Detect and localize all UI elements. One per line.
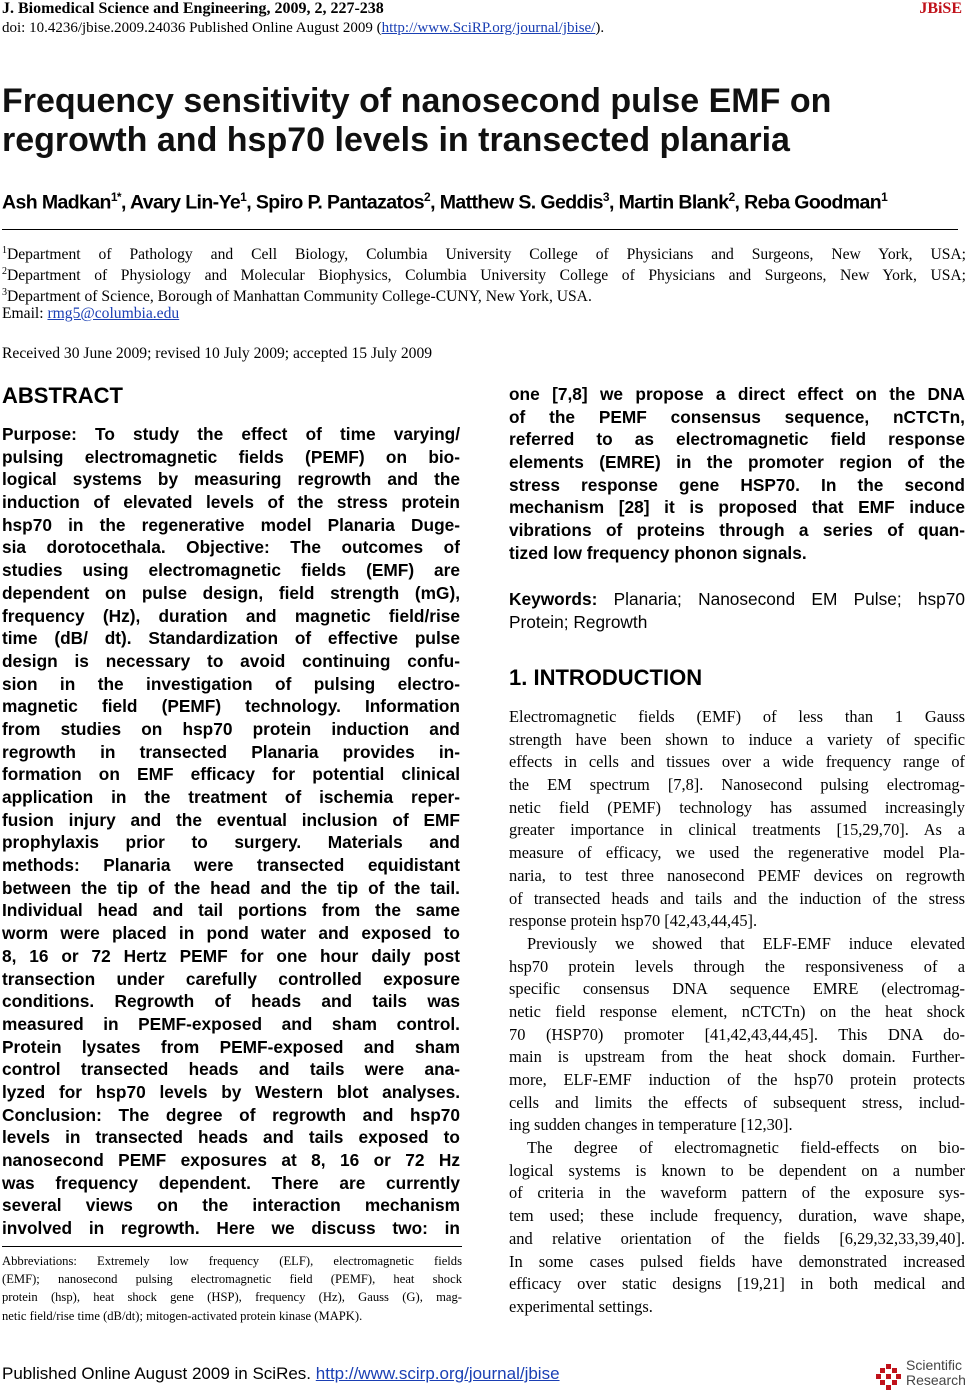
text-line: protein (hsp), heat shock gene (HSP), frequency (Hz), Gauss (G), mag- [2, 1290, 462, 1305]
text-line: netic field response element, nCTCTn) on the heat shock [509, 1001, 965, 1021]
text-line: time (dB/ dt). Standardization of effective pulse [2, 628, 460, 649]
header-divider [2, 229, 958, 230]
footnote-divider [2, 1246, 462, 1247]
text-line: Abbreviations: Extremely low frequency (ELF), electromagnetic fields [2, 1254, 462, 1268]
text-line: Protein lysates from PEMF-exposed and sham [2, 1036, 460, 1057]
author-name: Reba Goodman [744, 191, 882, 214]
doi-suffix: ). [595, 20, 605, 36]
text-line: design is necessary to avoid continuing confu- [2, 650, 460, 671]
footer [2, 1364, 560, 1384]
text-line: transection under carefully controlled exposure [2, 968, 460, 989]
text-line: experimental settings. [509, 1296, 653, 1316]
author-affiliation-mark: 2 [728, 190, 735, 204]
keywords-line-1: Keywords: Planaria; Nanosecond EM Pulse; hsp70 [509, 589, 965, 609]
logo-mark-icon [876, 1364, 902, 1390]
text-line: specific consensus DNA sequence EMRE (electromag- [509, 979, 965, 999]
text-line: ing sudden changes in temperature [12,30]. [509, 1115, 793, 1135]
text-line: of transected heads and tails and the induction of the stress [509, 888, 965, 908]
text-line: stress response gene HSP70. In the second [509, 474, 965, 495]
logo-text: Scientific Research [906, 1357, 966, 1388]
keywords-line-2: Protein; Regrowth [509, 611, 648, 632]
text-line: Previously we showed that ELF-EMF induce elevated [527, 933, 965, 953]
text-line: dependent on pulse design, field strength (mG), [2, 582, 460, 603]
text-line: hsp70 in the regenerative model Planaria Duge- [2, 514, 460, 535]
text-line: several views on the interaction mechanism [2, 1195, 460, 1216]
author-affiliation-mark: 1 [881, 190, 888, 204]
introduction-body [509, 706, 965, 1319]
text-line: levels in transected heads and tails exposed to [2, 1127, 460, 1148]
text-line: netic field (PEMF) technology has assumed increasingly [509, 797, 965, 817]
received-dates: Received 30 June 2009; revised 10 July 2009; accepted 15 July 2009 [2, 345, 433, 362]
text-line: more, ELF-EMF induction of the hsp70 protein protects [509, 1070, 965, 1089]
text-line: strength have been shown to induce a variety of specific [509, 729, 965, 749]
keywords-label: Keywords: [509, 589, 598, 609]
text-line: (EMF); nanosecond pulsing electromagnetic field (PEMF), heat shock [2, 1272, 462, 1287]
text-line: the EM spectrum [7,8]. Nanosecond pulsing electromag- [509, 775, 965, 795]
email-link[interactable]: rmg5@columbia.edu [47, 305, 180, 322]
text-line: sia dorotocethala. Objective: The outcomes of [2, 537, 460, 558]
text-line: of the PEMF consensus sequence, nCTCTn, [509, 406, 965, 427]
introduction-paragraph [509, 1137, 965, 1319]
doi-line [2, 20, 604, 37]
text-line: elements (EMRE) in the promoter region of the [509, 452, 965, 473]
text-line: lyzed for hsp70 levels by Western blot analyses. [2, 1081, 460, 1102]
author-name: Martin Blank [618, 191, 729, 214]
text-line: conditions. Regrowth of heads and tails was [2, 991, 460, 1012]
text-line: and relative orientation of the fields [6,29,32,33,39,40]. [509, 1228, 965, 1248]
email-label: Email: [2, 305, 48, 322]
keywords [509, 588, 965, 633]
text-line: main is upstream from the heat shock domain. Further- [509, 1047, 965, 1067]
text-line: methods: Planaria were transected equidistant [2, 855, 460, 876]
author-affiliation-mark: 1* [110, 190, 122, 204]
text-line: greater importance in clinical treatments [15,29,70]. As a [509, 820, 965, 840]
text-line: studies using electromagnetic fields (EMF) are [2, 560, 460, 581]
affiliation-2: $^2$Department of Physiology and Molecular Biophysics, Columbia University College of Physicians and Surgeons, New York, USA; [2, 266, 966, 285]
text-line: between the tip of the head and the tip of the tail. [2, 877, 460, 898]
text-line: Purpose: To study the effect of time varying/ [2, 424, 460, 444]
text-line: referred to as electromagnetic field response [509, 429, 965, 450]
author-affiliation-mark: 1 [240, 190, 247, 204]
text-line: efficacy over static designs [19,21] in both medical and [509, 1274, 965, 1294]
text-line: mechanism [28] it is proposed that EMF induce [509, 497, 965, 518]
text-line: 70 (HSP70) promoter [41,42,43,44,45]. This DNA do- [509, 1024, 965, 1044]
footer-link[interactable]: http://www.scirp.org/journal/jbise [315, 1364, 560, 1383]
journal-badge: JBiSE [919, 0, 962, 17]
abstract-body [2, 423, 460, 1240]
paper-title: Frequency sensitivity of nanosecond pulse EMF on regrowth and hsp70 levels in transected planaria [2, 82, 832, 159]
text-line: naria, to test three nanosecond PEMF devices on regrowth [509, 865, 965, 885]
introduction-paragraph [509, 706, 965, 933]
author-affiliation-mark: 3 [602, 190, 609, 204]
text-line: nanosecond PEMF exposures at 8, 16 or 72 Hz [2, 1150, 460, 1170]
text-line: measure of efficacy, we used the regenerative model Pla- [509, 843, 965, 863]
text-line: cells and limits the effects of subsequent stress, includ- [509, 1092, 965, 1112]
author-name: Avary Lin-Ye [129, 191, 241, 214]
text-line: effects in cells and tissues over a wide frequency range of [509, 752, 965, 772]
author-separator: , [430, 191, 440, 214]
text-line: Individual head and tail portions from the same [2, 900, 460, 921]
text-line: response protein hsp70 [42,43,44,45]. [509, 911, 758, 931]
doi-text: doi: 10.4236/jbise.2009.24036 Published Online August 2009 ( [2, 20, 382, 36]
text-line: worm were placed in pond water and exposed to [2, 923, 460, 944]
text-line: The degree of electromagnetic field-effects on bio- [527, 1138, 965, 1158]
affiliation-3: $^3$Department of Science, Borough of Manhattan Community College-CUNY, New York, USA. [2, 287, 592, 306]
introduction-heading: 1. INTRODUCTION [509, 665, 703, 690]
text-line: sion in the investigation of pulsing electro- [2, 673, 460, 694]
text-line: one [7,8] we propose a direct effect on the DNA [509, 384, 965, 404]
text-line: magnetic field (PEMF) technology. Information [2, 696, 460, 717]
text-line: measured in PEMF-exposed and sham control. [2, 1013, 460, 1034]
text-line: tized low frequency phonon signals. [509, 542, 807, 563]
text-line: prophylaxis prior to surgery. Materials and [2, 832, 460, 853]
text-line: tem used; these include frequency, duration, wave shape, [509, 1206, 965, 1226]
text-line: logical systems is known to be dependent on a number [509, 1160, 965, 1180]
journal-url-link[interactable]: http://www.SciRP.org/journal/jbise/ [381, 20, 596, 36]
text-line: from studies on hsp70 protein induction and [2, 718, 460, 739]
text-line: regrowth in transected Planaria provides in- [2, 741, 460, 762]
text-line: application in the treatment of ischemia reper- [2, 787, 460, 807]
text-line: of criteria in the waveform pattern of the exposure sys- [509, 1183, 965, 1203]
publisher-logo [876, 1358, 964, 1392]
author-name: Ash Madkan [2, 191, 111, 214]
text-line: Electromagnetic fields (EMF) of less than 1 Gauss [509, 707, 965, 726]
text-line: In some cases pulsed fields have demonstrated increased [509, 1251, 965, 1271]
abstract-continuation [509, 383, 965, 565]
author-separator: , [608, 191, 619, 214]
text-line: Conclusion: The degree of regrowth and hsp70 [2, 1104, 460, 1125]
text-line: was frequency dependent. There are currently [2, 1172, 460, 1193]
abbreviations-footnote [2, 1252, 462, 1325]
text-line: formation on EMF efficacy for potential clinical [2, 764, 460, 785]
author-name: Matthew S. Geddis [439, 191, 603, 214]
author-separator: , [246, 191, 256, 214]
text-line: involved in regrowth. Here we discuss two: in [2, 1218, 460, 1239]
journal-citation: J. Biomedical Science and Engineering, 2009, 2, 227-238 [2, 0, 384, 17]
text-line: logical systems by measuring regrowth and the [2, 469, 460, 490]
author-affiliation-mark: 2 [424, 190, 431, 204]
text-line: pulsing electromagnetic fields (PEMF) on bio- [2, 446, 460, 467]
affiliation-1: $^1$Department of Pathology and Cell Biology, Columbia University College of Physicians and Surgeons, New York, USA; [2, 245, 966, 264]
author-separator: , [734, 191, 745, 214]
text-line: netic field/rise time (dB/dt); mitogen-activated protein kinase (MAPK). [2, 1308, 363, 1323]
introduction-paragraph [509, 933, 965, 1137]
author-separator: , [121, 191, 130, 214]
text-line: hsp70 protein levels through the responsiveness of a [509, 956, 965, 976]
text-line: frequency (Hz), duration and magnetic field/rise [2, 605, 460, 626]
author-list [2, 190, 966, 215]
author-name: Spiro P. Pantazatos [255, 191, 425, 214]
footer-text: Published Online August 2009 in SciRes. [2, 1364, 316, 1383]
text-line: control transected heads and tails were ana- [2, 1059, 460, 1080]
text-line: 8, 16 or 72 Hertz PEMF for one hour daily post [2, 945, 460, 966]
text-line: vibrations of proteins through a series of quan- [509, 520, 965, 541]
text-line: induction of elevated levels of the stress protein [2, 492, 460, 513]
email-line [2, 303, 966, 324]
abstract-heading: ABSTRACT [2, 383, 123, 408]
text-line: fusion injury and the eventual inclusion of EMF [2, 809, 460, 830]
